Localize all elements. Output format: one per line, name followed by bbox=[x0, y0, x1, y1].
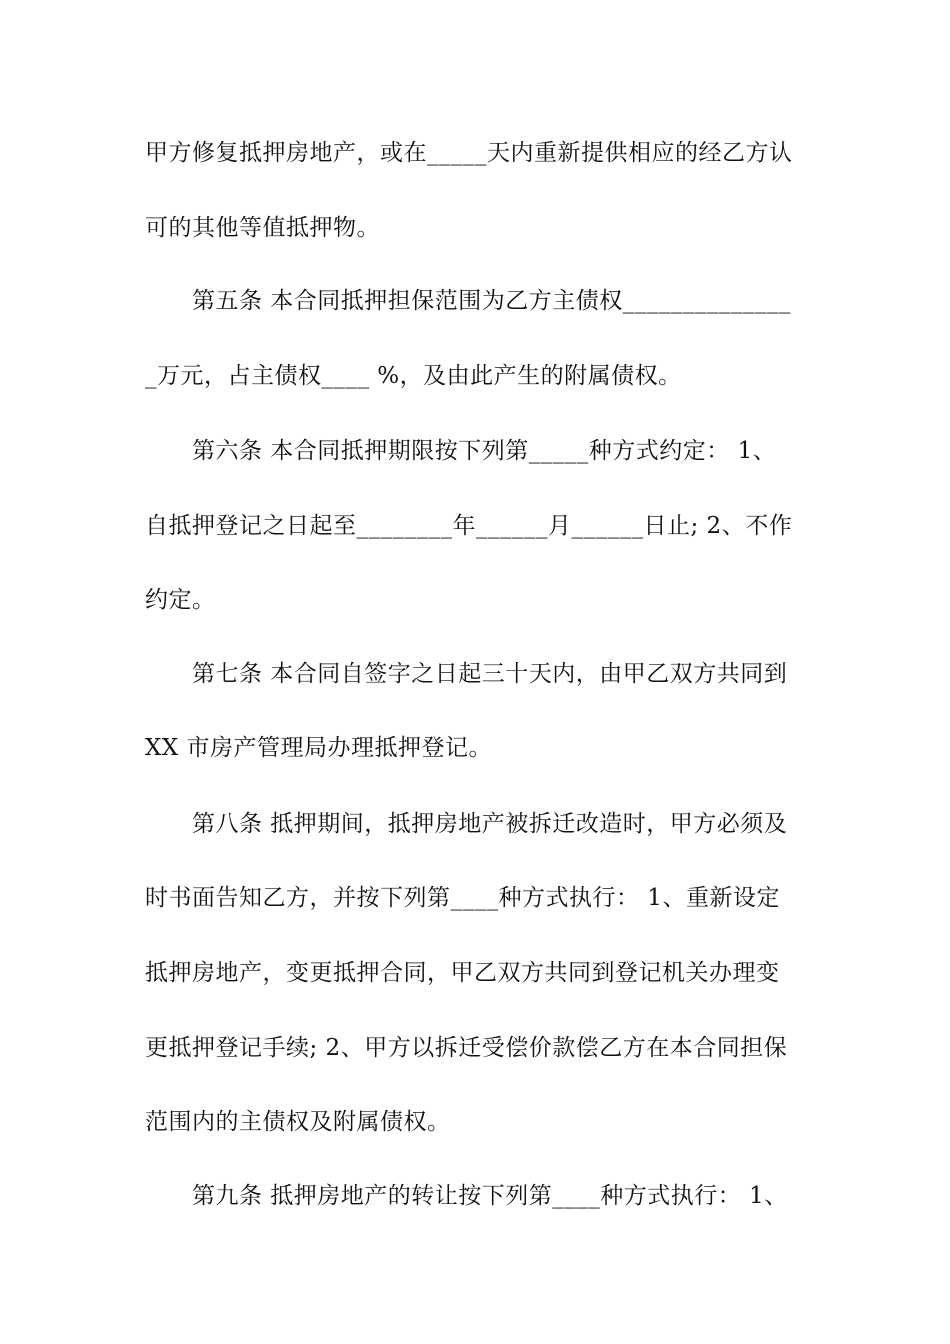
article-9-start: 第九条 抵押房地产的转让按下列第____种方式执行： 1、 bbox=[192, 1183, 788, 1209]
text-line: 甲方修复抵押房地产，或在_____天内重新提供相应的经乙方认 bbox=[145, 140, 793, 166]
text-line: 更抵押登记手续; 2、甲方以拆迁受偿价款偿乙方在本合同担保 bbox=[145, 1035, 788, 1061]
article-7-start: 第七条 本合同自签字之日起三十天内，由甲乙双方共同到 bbox=[192, 661, 788, 687]
text-line: 约定。 bbox=[145, 587, 216, 613]
text-line: XX 市房产管理局办理抵押登记。 bbox=[145, 735, 493, 761]
text-line: _万元，占主债权____ %，及由此产生的附属债权。 bbox=[145, 363, 682, 389]
text-line: 自抵押登记之日起至________年______月______日止; 2、不作 bbox=[145, 513, 793, 539]
article-5-start: 第五条 本合同抵押担保范围为乙方主债权______________ bbox=[192, 288, 791, 314]
article-8-start: 第八条 抵押期间，抵押房地产被拆迁改造时，甲方必须及 bbox=[192, 811, 788, 837]
text-line: 可的其他等值抵押物。 bbox=[145, 215, 380, 241]
text-line: 范围内的主债权及附属债权。 bbox=[145, 1109, 451, 1135]
text-line: 抵押房地产，变更抵押合同，甲乙双方共同到登记机关办理变 bbox=[145, 960, 780, 986]
text-line: 时书面告知乙方，并按下列第____种方式执行： 1、重新设定 bbox=[145, 885, 780, 911]
article-6-start: 第六条 本合同抵押期限按下列第_____种方式约定： 1、 bbox=[192, 438, 777, 464]
